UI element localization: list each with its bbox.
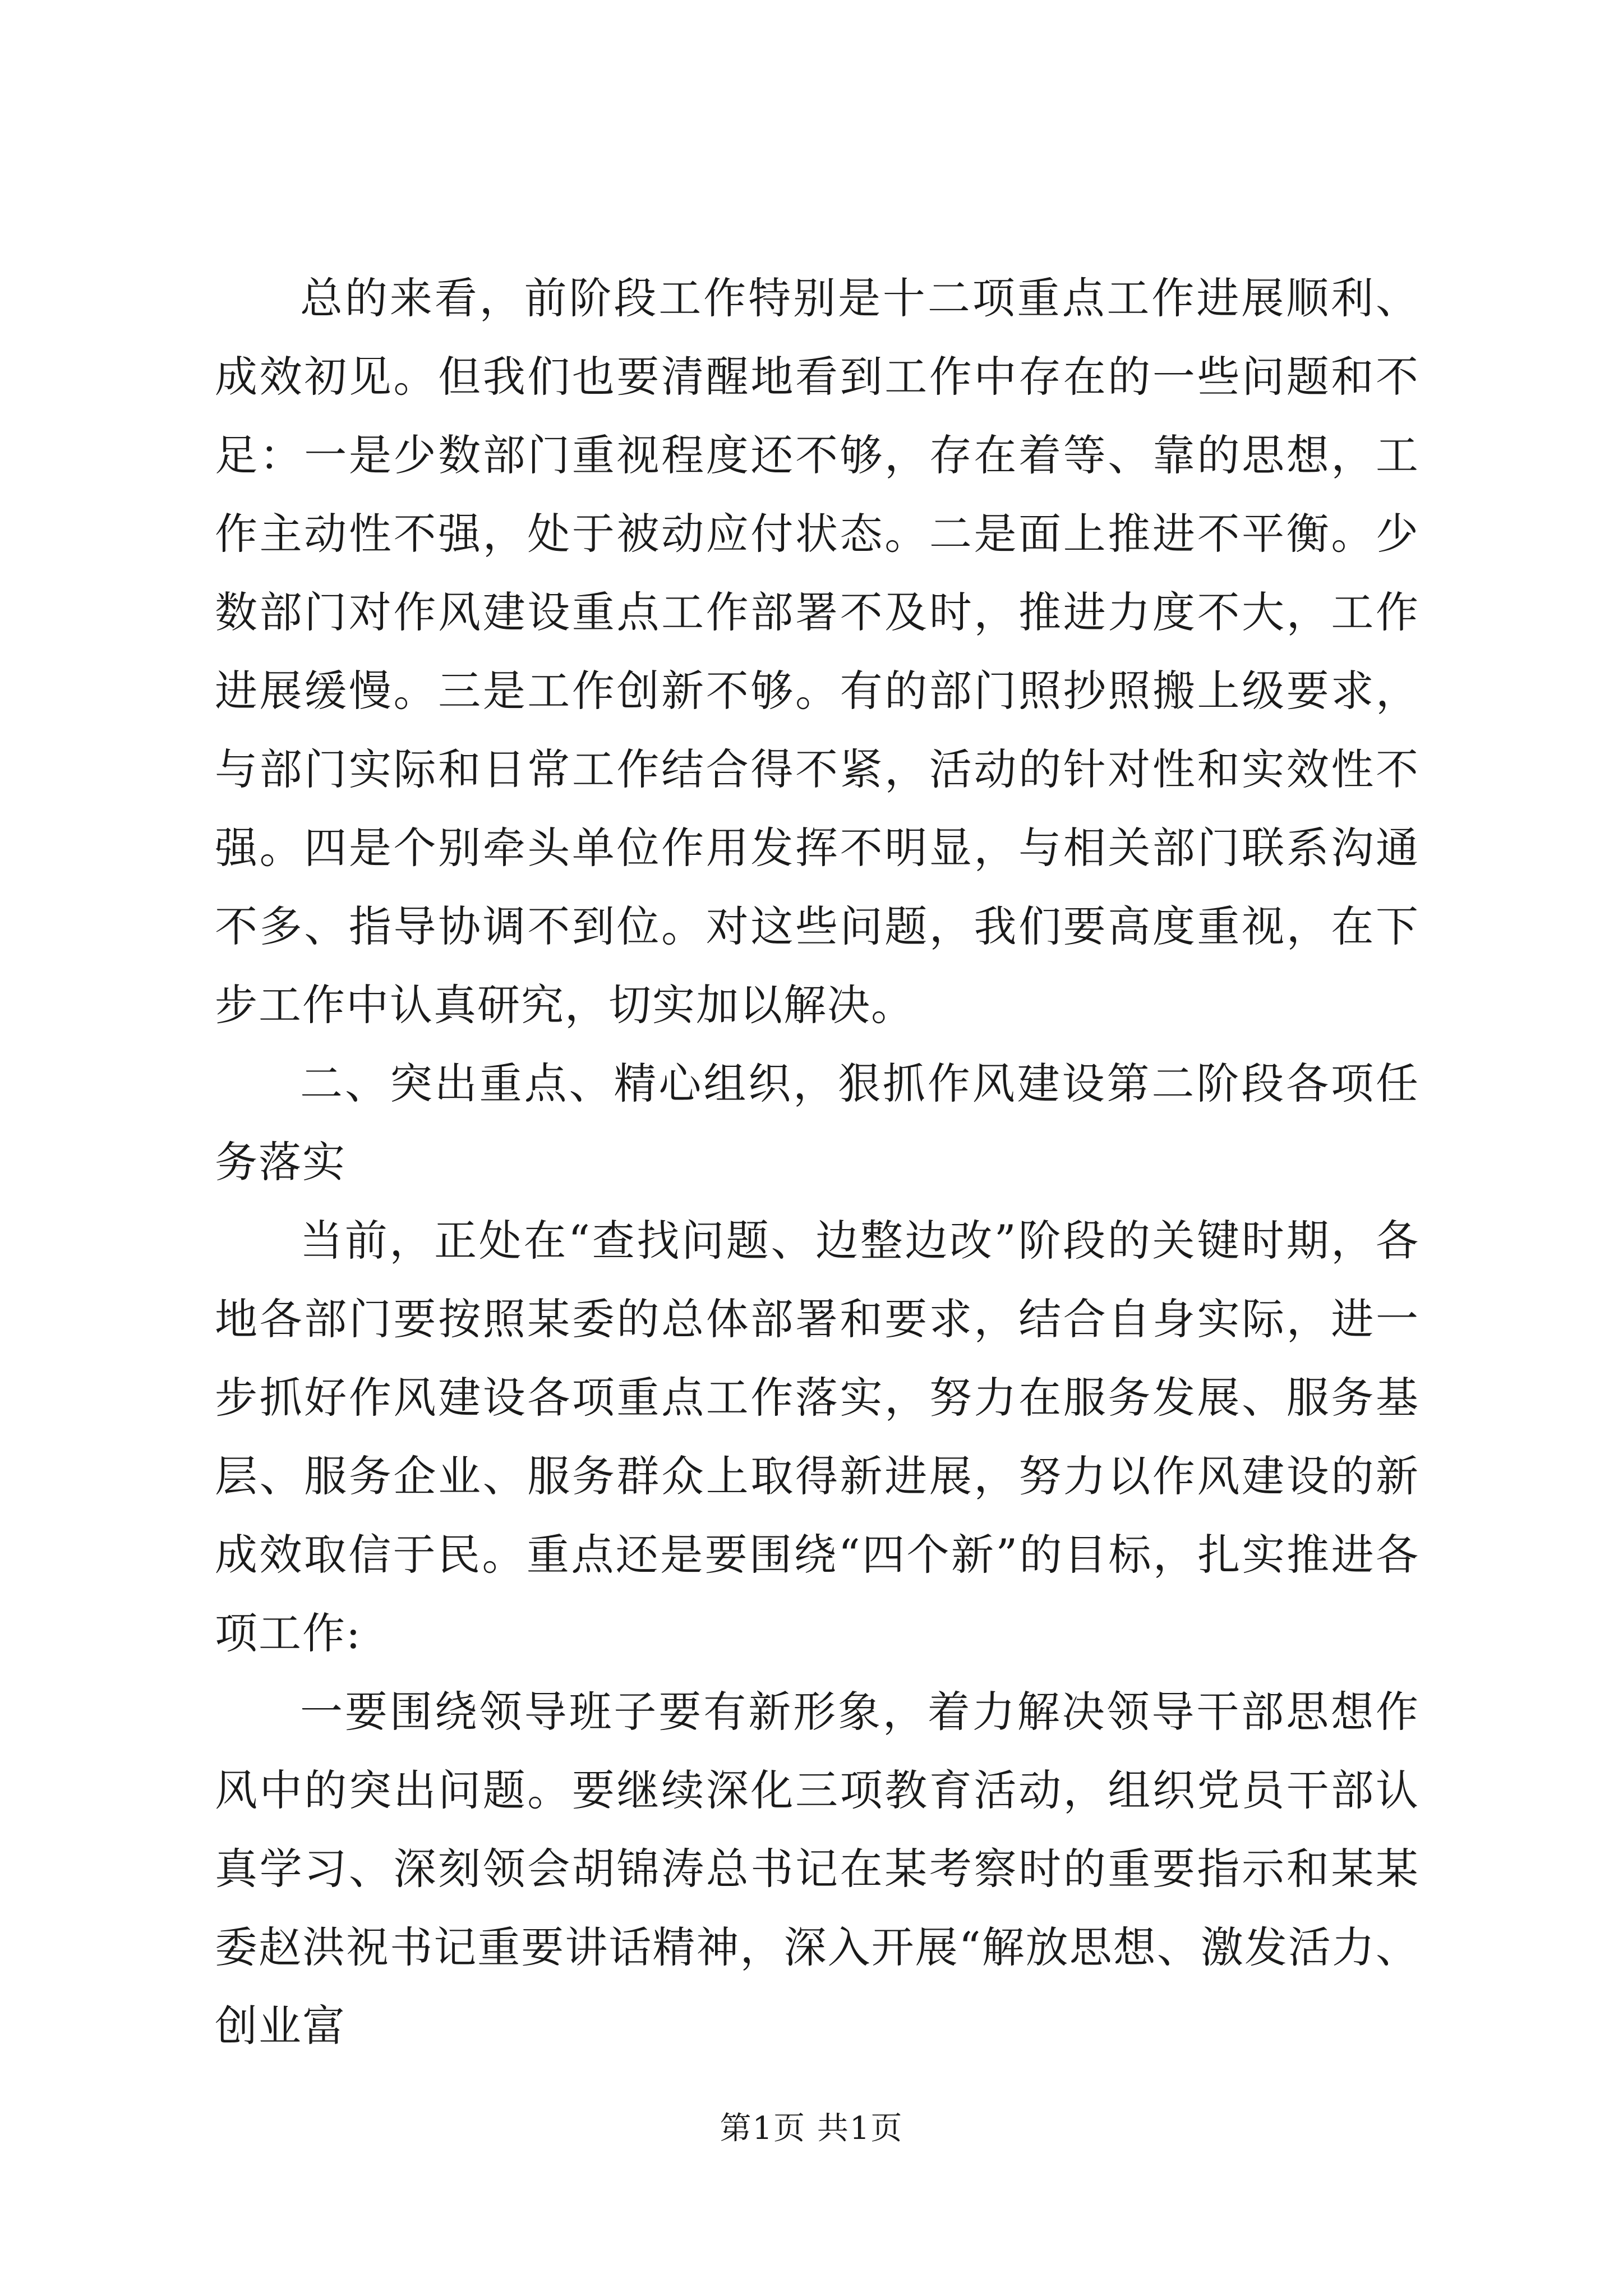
paragraph-leadership-image: 一要围绕领导班子要有新形象，着力解决领导干部思想作风中的突出问题。要继续深化三项教育活动，组织党员干部认真学习、深刻领会胡锦涛总书记在某考察时的重要指示和某某委赵洪祝书记重要讲话精神，深入开展“解放思想、激发活力、创业富 bbox=[215, 1687, 1419, 2051]
document-body bbox=[215, 259, 1419, 2065]
section-heading-two: 二、突出重点、精心组织，狠抓作风建设第二阶段各项任务落实 bbox=[215, 1059, 1419, 1187]
page-number-footer: 第1页 共1页 bbox=[720, 2110, 903, 2147]
paragraph-summary-problems: 总的来看，前阶段工作特别是十二项重点工作进展顺利、成效初见。但我们也要清醒地看到工作中存在的一些问题和不足：一是少数部门重视程度还不够，存在着等、靠的思想，工作主动性不强，处于被动应付状态。二是面上推进不平衡。少数部门对作风建设重点工作部署不及时，推进力度不大，工作进展缓慢。三是工作创新不够。有的部门照抄照搬上级要求，与部门实际和日常工作结合得不紧，活动的针对性和实效性不强。四是个别牵头单位作用发挥不明显，与相关部门联系沟通不多、指导协调不到位。对这些问题，我们要高度重视，在下步工作中认真研究，切实加以解决。 bbox=[215, 273, 1419, 1030]
paragraph-current-stage: 当前，正处在“查找问题、边整边改”阶段的关键时期，各地各部门要按照某委的总体部署和要求，结合自身实际，进一步抓好作风建设各项重点工作落实，努力在服务发展、服务基层、服务企业、服务群众上取得新进展，努力以作风建设的新成效取信于民。重点还是要围绕“四个新”的目标，扎实推进各项工作: bbox=[215, 1216, 1419, 1658]
